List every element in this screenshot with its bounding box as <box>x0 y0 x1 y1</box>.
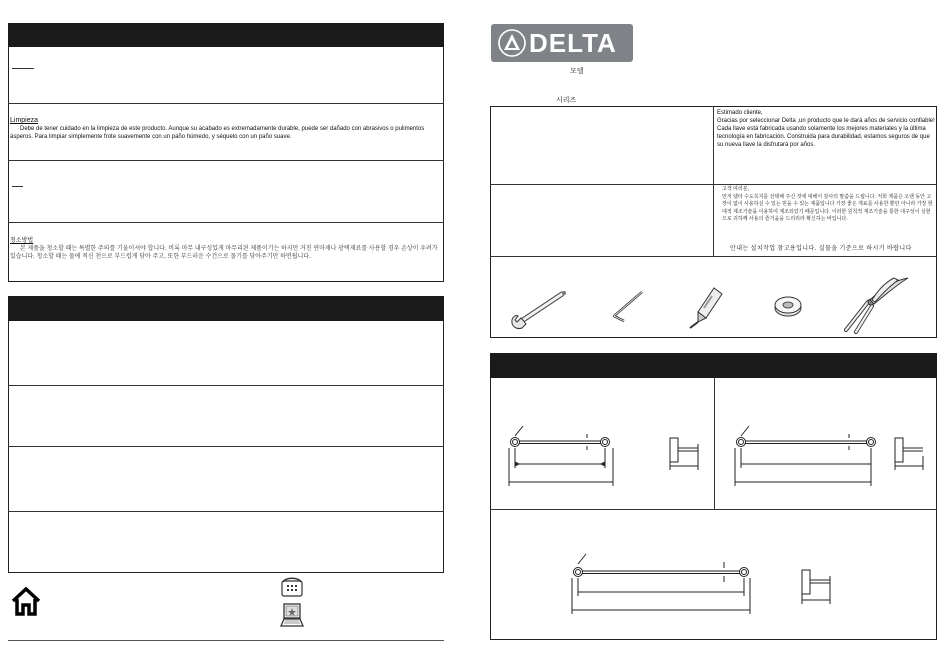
laptop-icon <box>280 602 304 628</box>
thread-tape-icon <box>773 294 803 318</box>
towel-bar-front-diagram-3 <box>568 552 752 614</box>
divider <box>8 160 444 161</box>
towel-bar-front-diagram <box>505 424 625 486</box>
intro-column-divider <box>713 106 714 256</box>
short-rule <box>12 68 34 69</box>
divider <box>490 184 937 185</box>
dimensions-column-divider <box>714 378 715 509</box>
divider <box>8 446 444 447</box>
intro-text-es: Estimado cliente, Gracias por seleccionar Delta ,un producto que le dará años de servicio confiable! Cada llave está fabricada usando solamente los mejores materiales y la última tecnología en fabricación. Construida para durabilidad, estamos seguros de que su nueva llave la disfrutará por años. <box>717 110 935 148</box>
towel-bar-front-diagram-2 <box>731 424 871 486</box>
dimensions-header-bar <box>490 353 937 378</box>
intro-note-ko: 안내는 설치작업 참고용입니다. 실물을 기준으로 하시기 바랍니다 <box>730 246 912 252</box>
delta-triangle-icon <box>497 29 527 57</box>
divider <box>8 385 444 386</box>
pliers-icon <box>838 270 912 334</box>
divider <box>8 222 444 223</box>
left-bottom-header-bar <box>8 296 444 321</box>
towel-bar-side-diagram <box>668 430 712 470</box>
home-icon <box>10 585 42 617</box>
cleaning-body-es: Debe de tener cuidado en la limpieza de este producto. Aunque su acabado es extremadamente durable, puede ser dañado con abrasivos o pulimentos ásperos. Para limpiar simplemente frote suavemente con un paño húmedo, y séquelo con un paño suave. <box>10 126 425 140</box>
cleaning-heading-ko: 청소방법 <box>10 238 34 244</box>
divider <box>490 509 937 510</box>
model-label: 모델 <box>570 68 584 75</box>
delta-logo <box>491 24 633 62</box>
adjustable-wrench-icon <box>510 284 574 332</box>
delta-wordmark: DELTA <box>529 28 617 58</box>
towel-bar-side-diagram-2 <box>893 430 937 470</box>
towel-bar-side-diagram-3 <box>800 562 844 606</box>
intro-text-ko: 고객 여러분, 먼저 델타 수도꼭지를 선택해 주신 것에 대해서 감사의 말씀을 드립니다. 저희 제품은 오랜 동안 고장이 없이 사용하실 수 있는 믿을 수 있는 제품입니다 가장 좋은 재료를 사용한 뿐만 아니라 가장 현대적 제조기술을 이용하여 제조되었기 때문입니다. 이러한 원칙적 재조기술을 통한 내구성이 실현으로 귀하께 사용의 즐거움을 드리리라 확신하는 바입니다. <box>722 186 933 223</box>
left-top-panel <box>8 23 444 282</box>
left-bottom-panel <box>8 296 444 573</box>
left-top-header-bar <box>8 23 444 47</box>
footer-rule <box>8 640 444 641</box>
hex-key-icon <box>608 290 644 324</box>
sealant-tube-icon <box>684 284 724 330</box>
short-rule <box>12 186 23 187</box>
cleaning-body-ko: 본 제품을 청소할 때는 특별한 주의를 기울이셔야 합니다. 비록 마무 내구성있게 마무리된 제품이기는 하지만 거친 연마재나 광택재료를 사용할 경우 손상이 우려가 있습니다. 청소할 때는 물에 적신 천으로 부드럽게 닦아 주고, 또한 부드러운 수건으로 물기를 닦아주기만 하면됩니다. <box>10 246 438 260</box>
cleaning-heading-es: Limpieza <box>10 117 39 124</box>
series-label: 시리즈 <box>556 97 577 104</box>
phone-icon <box>280 576 304 598</box>
divider <box>490 256 937 257</box>
divider <box>8 511 444 512</box>
divider <box>8 103 444 104</box>
